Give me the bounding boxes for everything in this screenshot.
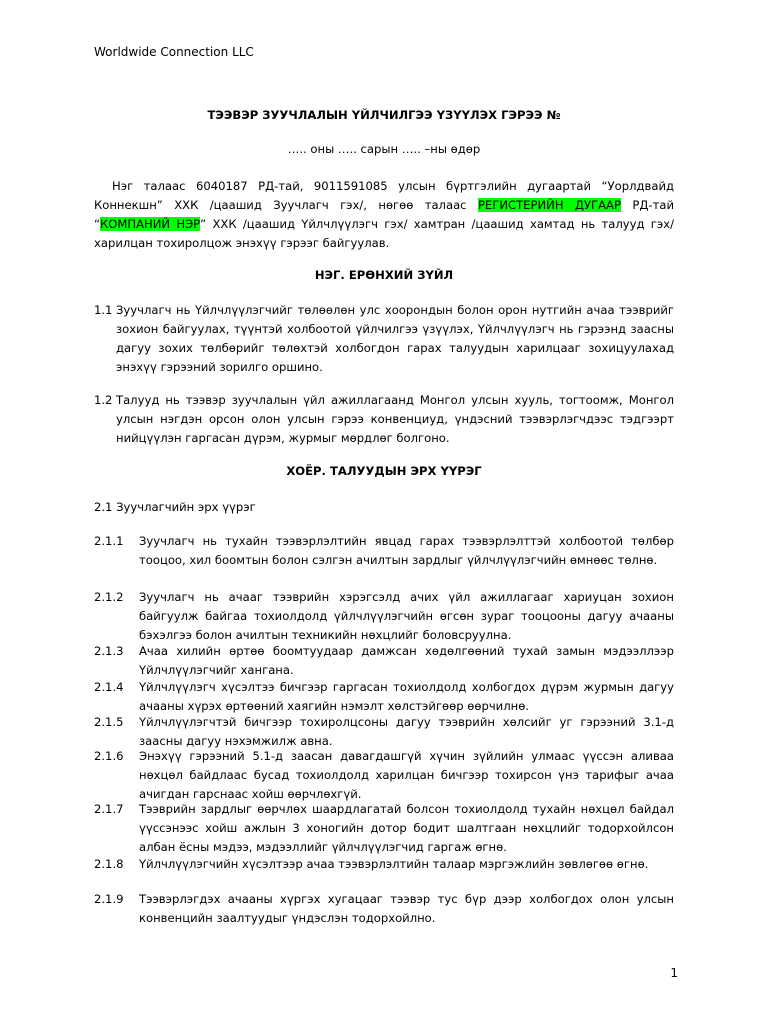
item-text: Ачаа хилийн өртөө боомтуудаар дамжсан хөдөлгөөний тухай замын мэдээллээр Үйлчлүүлэгчийг хангана. xyxy=(139,644,674,677)
section-2-title: ХОЁР. ТАЛУУДЫН ЭРХ ҮҮРЭГ xyxy=(286,464,482,478)
highlight-company-name: КОМПАНИЙ НЭР xyxy=(100,217,201,231)
item-text: Үйлчлүүлэгч хүсэлтээ бичгээр гаргасан тохиолдолд холбогдох дүрэм журмын дагуу ачааны хүрэх өртөөний хаягийн нэмэлт хөлстэйгөөр өөрчилнө. xyxy=(139,680,674,713)
contract-title: ТЭЭВЭР ЗУУЧЛАЛЫН ҮЙЛЧИЛГЭЭ ҮЗҮҮЛЭХ ГЭРЭЭ № xyxy=(207,108,561,122)
item-text: Энэхүү гэрээний 5.1-д заасан давагдашгүй хүчин зүйлийн улмаас үүссэн аливаа нөхцөл байдлаас бусад тохиолдолд харилцан бичгээр тохирсон үнэ тарифыг ачаа ачигдан гарснаас хойш өөрчлөхгүй. xyxy=(139,749,674,801)
item-number: 2.1.1 xyxy=(94,534,124,548)
date-line: ….. оны ….. сарын ….. –ны өдөр xyxy=(287,142,481,156)
item-number: 2.1.8 xyxy=(94,857,124,871)
item-number: 2.1.4 xyxy=(94,680,124,694)
intro-text-3: ” ХХК /цаашид Үйлчлүүлэгч гэх/ хамтран /цаашид хамтад нь талууд гэх/ харилцан тохиролцож энэхүү гэрээг байгуулав. xyxy=(94,217,674,250)
list-item xyxy=(94,678,674,716)
section-1-title: НЭГ. ЕРӨНХИЙ ЗҮЙЛ xyxy=(314,268,454,282)
list-item xyxy=(94,855,674,874)
item-text: Тээврийн зардлыг өөрчлөх шаардлагатай болсон тохиолдолд тухайн нөхцөл байдал үүссэнээс хойш ажлын 3 хоногийн дотор бодит шалтгаан нөхцлийг тодорхойлсон албан ёсны мэдээ, мэдээллийг үйлчлүүлэгчид гаргаж өгнө. xyxy=(139,802,674,854)
list-item xyxy=(94,532,674,570)
list-item xyxy=(94,588,674,645)
subsection-2-1-heading: 2.1 Зуучлагчийн эрх үүрэг xyxy=(94,500,256,514)
item-text: Үйлчлүүлэгчтэй бичгээр тохиролцсоны дагуу тээврийн хөлсийг уг гэрээний 3.1-д заасны дагуу нэхэмжилж авна. xyxy=(139,715,674,748)
clause-number: 1.2 xyxy=(94,393,113,407)
item-text: Тээвэрлэгдэх ачааны хүргэх хугацааг тээвэр тус бүр дээр холбогдох олон улсын конвенцийн заалтуудыг үндэслэн тодорхойлно. xyxy=(139,892,674,925)
page-number: 1 xyxy=(670,966,678,980)
item-number: 2.1.5 xyxy=(94,715,124,729)
clause-text: Зуучлагч нь Үйлчлүүлэгчийг төлөөлөн улс хоорондын болон орон нутгийн ачаа тээврийг зохион байгуулах, түүнтэй холбоотой үйлчилгээ үзүүлэх, Үйлчлүүлэгч нь гэрээнд заасны дагуу зохих төлбөрийг төлөхтэй холбогдон гарах талуудын харилцааг зохицуулахад энэхүү гэрээний зорилго оршино. xyxy=(116,303,674,374)
item-number: 2.1.3 xyxy=(94,644,124,658)
company-name: Worldwide Connection LLC xyxy=(94,45,254,59)
clause-text: Талууд нь тээвэр зуучлалын үйл ажиллагаанд Монгол улсын хууль, тогтоомж, Монгол улсын нэгдэн орсон олон улсын гэрээ конвенциуд, үндэсний тээвэрлэгчдээс тэдгээрт нийцүүлэн гаргасан дүрэм, журмыг мөрдлөг болгоно. xyxy=(116,393,674,445)
list-item xyxy=(94,713,674,751)
list-item xyxy=(94,800,674,857)
item-number: 2.1.6 xyxy=(94,749,124,763)
item-text: Зуучлагч нь ачааг тээврийн хэрэгсэлд ачих үйл ажиллагааг хариуцан зохион байгуулж байгаа тохиолдолд үйлчлүүлэгчийн өгсөн зураг тооцооны дагуу ачааны бэхэлгээ болон ачилтын техникийн нөхцлийг боловсруулна. xyxy=(139,590,674,642)
item-number: 2.1.7 xyxy=(94,802,124,816)
item-number: 2.1.2 xyxy=(94,590,124,604)
list-item xyxy=(94,642,674,680)
item-text: Зуучлагч нь тухайн тээвэрлэлтийн явцад гарах тээвэрлэлттэй холбоотой төлбөр тооцоо, хил боомтын болон сэлгэн ачилтын зардлыг үйлчлүүлэгчийн өмнөөс төлнө. xyxy=(139,534,674,567)
clause-number: 1.1 xyxy=(94,303,113,317)
highlight-register-number: РЕГИСТЕРИЙН ДУГААР xyxy=(477,198,621,212)
clause-1-2 xyxy=(94,391,674,448)
list-item xyxy=(94,890,674,928)
intro-paragraph xyxy=(94,177,674,253)
list-item xyxy=(94,747,674,804)
intro-text-1: Нэг талаас 6040187 РД-тай, 9011591085 улсын бүртгэлийн дугаартай “Уорлдвайд Коннекшн” ХХК /цаашид Зуучлагч гэх/, нөгөө талаас xyxy=(94,179,674,212)
intro-text-2: РД-тай “ xyxy=(94,198,674,231)
item-text: Үйлчлүүлэгчийн хүсэлтээр ачаа тээвэрлэлтийн талаар мэргэжлийн зөвлөгөө өгнө. xyxy=(139,857,649,871)
clause-1-1 xyxy=(94,301,674,377)
item-number: 2.1.9 xyxy=(94,892,124,906)
